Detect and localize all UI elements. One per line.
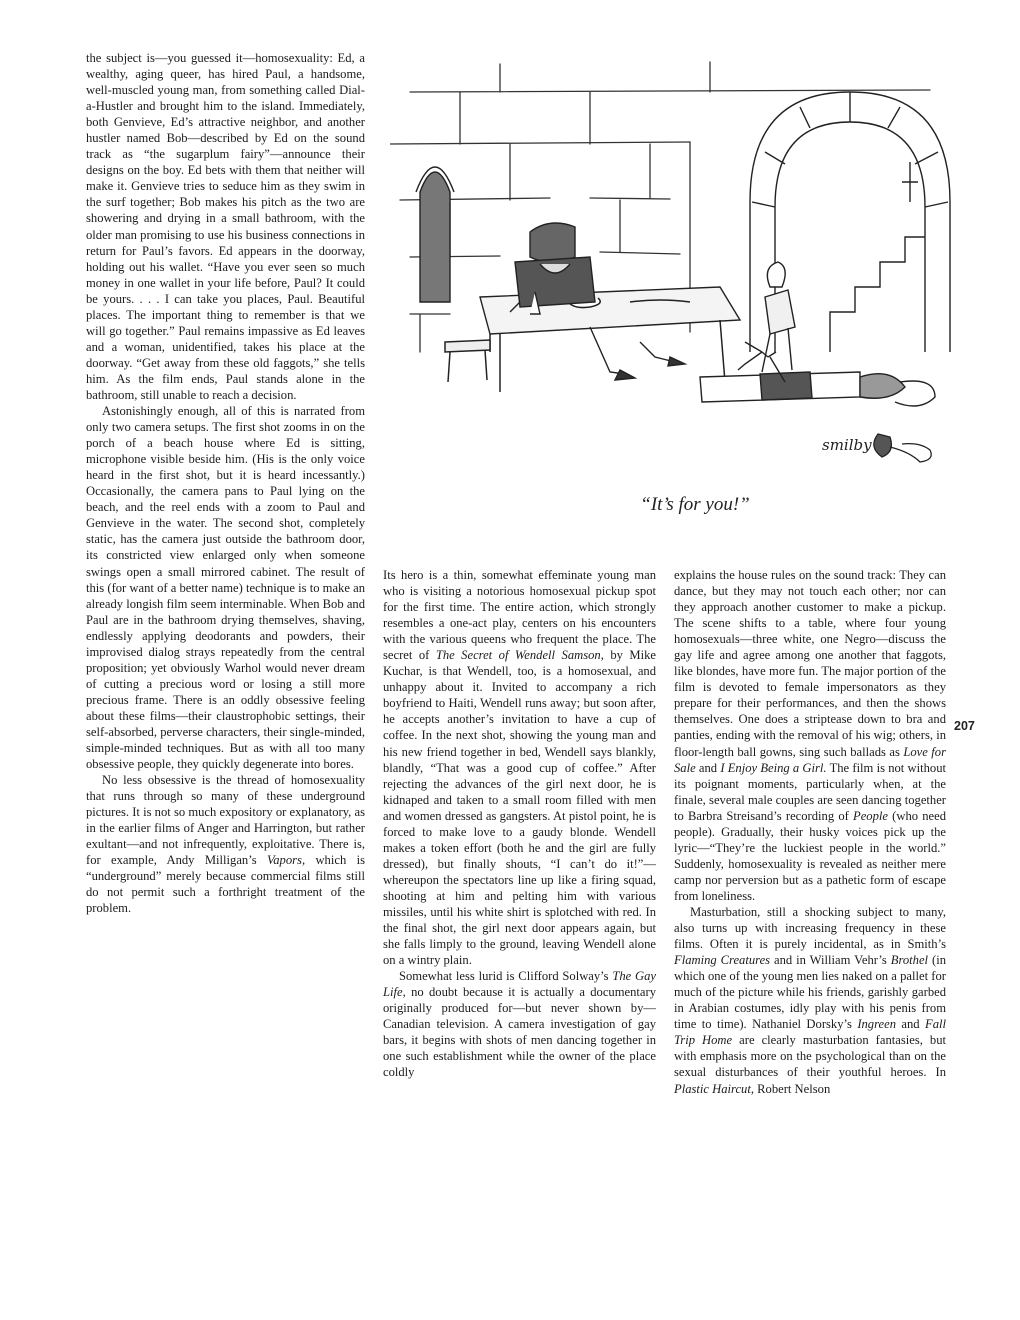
page-number: 207 bbox=[954, 719, 975, 733]
paragraph: explains the house rules on the sound track: They can dance, but they may not touch each other; nor can they approach another customer to make a pickup. The scene shifts to a table, where four young homosexuals—three white, one Negro—discuss the gay life and agree among one another that faggots, like blondes, have more fun. The major portion of the film is devoted to female impersonators as they prepare for their performances, and then the shows themselves. One does a striptease down to bra and panties, ending with the removal of his wig; others, in floor-length ball gowns, sing such ballads as Love for Sale and I Enjoy Being a Girl. The film is not without its poignant moments, particularly when, at the finale, several male couples are seen dancing together to Barbra Streisand’s recording of People (who need people). Gradually, their husky voices pick up the lyric—“They’re the luckiest people in the world.” Suddenly, homosexuality is revealed as neither mere camp nor perversion but as a pathetic form of escape from loneliness. bbox=[674, 568, 946, 903]
italic-title: People bbox=[853, 808, 888, 823]
text-column-3 bbox=[674, 567, 946, 1097]
cartoon-signature: smilby bbox=[822, 436, 872, 454]
italic-title: Brothel bbox=[890, 953, 929, 968]
paragraph: Astonishingly enough, all of this is narrated from only two camera setups. The first shot zooms in on the porch of a beach house where Ed is sitting, microphone visible beside him. (His is the only voice heard in the first shot, but it is heard incessantly.) Occasionally, the camera pans to Paul lying on the beach, and the reel ends with a zoom to Paul and Genvieve in the water. The second shot, completely static, has the camera just outside the bathroom door, its constricted view enlarged only when someone swings open a small mirrored cabinet. The result of this (for want of a better name) technique is to make an already longish film seem interminable. When Bob and Paul are in the bathroom drying themselves, shaving, endlessly applying deodorants and powders, their improvised dialog strays repeatedly from the central proposition; yet obviously Warhol would never dream of cutting a precious word or losing a still more precious frame. There is an oddly obsessive feeling about these films—their claustrophobic settings, their self-absorbed, perverse characters, their single-minded, simple-minded techniques. But as with all too many obsessive people, they quickly degenerate into bores. bbox=[86, 404, 365, 772]
italic-title: Plastic Haircut, bbox=[674, 1081, 754, 1096]
italic-title: Fall Trip Home bbox=[674, 1017, 946, 1048]
paragraph: Somewhat less lurid is Clifford Solway’s The Gay Life, no doubt because it is actually a documentary originally produced for—but never shown by—Canadian television. A camera investigation of gay bars, it begins with shots of men dancing together in one such establishment while the owner of the place coldly bbox=[383, 969, 656, 1080]
italic-title: I Enjoy Being a Girl. bbox=[720, 760, 827, 775]
italic-title: The Secret of Wendell Samson, bbox=[435, 648, 604, 663]
paragraph: Masturbation, still a shocking subject to many, also turns up with increasing frequency in these films. Often it is purely incidental, as in Smith’s Flaming Creatures and in William Vehr’s Brothel (in which one of the young men lies naked on a pallet for much of the picture while his friends, garishly garbed in Arabian costumes, idly play with his penis from time to time). Nathaniel Dorsky’s Ingreen and Fall Trip Home are clearly masturbation fantasies, but with emphasis more on the psychological than on the sexual disturbances of their youthful heroes. In Plastic Haircut, Robert Nelson bbox=[674, 904, 946, 1096]
italic-title: Ingreen bbox=[857, 1017, 897, 1032]
italic-title: Flaming Creatures bbox=[674, 953, 771, 968]
cartoon-caption: “It’s for you!” bbox=[640, 494, 750, 515]
italic-title: Love for Sale bbox=[674, 744, 946, 775]
paragraph: Its hero is a thin, somewhat effeminate young man who is visiting a notorious homosexual pickup spot for the first time. The entire action, which strongly resembles a one-act play, centers on his encounters with the various queens who frequent the place. The secret of The Secret of Wendell Samson, by Mike Kuchar, is that Wendell, too, is a homosexual, and unhappy about it. Invited to accompany a rich boyfriend to Haiti, Wendell runs away; but soon after, he accepts another’s invitation to have a cup of coffee. In the next shot, showing the young man and his new friend together in bed, Wendell says blankly, blandly, “That was a good cup of coffee.” After rejecting the advances of the girl next door, he is kidnaped and taken to a small room filled with men and women dressed as gangsters. At pistol point, he is forced to make love to a gaudy blonde. Wendell makes a token effort (both he and the girl are fully dressed), but finally shouts, “I can’t do it!”—whereupon the spectators line up like a firing squad, shooting at him and pelting him with various missiles, until his white shirt is splotched with red. In the final shot, the girl next door appears again, but she falls limply to the ground, leaving Wendell alone on a wintry plain. bbox=[383, 568, 656, 968]
paragraph: the subject is—you guessed it—homosexuality: Ed, a wealthy, aging queer, has hired Paul, a handsome, well-muscled young man, from something called Dial-a-Hustler and brought him to the island. Immediately, both Genvieve, Ed’s attractive neighbor, and another hustler named Bob—described by Ed on the sound track as “the sugarplum fairy”—announce their designs on the boy. Ed bets with them that neither will make it. Genvieve tries to seduce him as they swim in the surf together; Bob makes his pitch as the two are showering and drying in a small bathroom, with the older man promising to use his business connections in return for Paul’s favors. Ed appears in the doorway, holding out his wallet. “Have you ever seen so much money in one wallet in your life before, Paul? It could be yours. . . . I can take you places, Paul. Beautiful places. The important thing to remember is that we will go together.” Paul remains impassive as Ed leaves and a woman, unidentified, takes his place at the doorway. “Get away from these old faggots,” she tells him. As the film ends, Paul stands alone in the bathroom, still unable to reach a decision. bbox=[86, 51, 365, 402]
italic-title: The Gay Life, bbox=[383, 969, 656, 1000]
paragraph: No less obsessive is the thread of homosexuality that runs through so many of these underground pictures. It is not so much expository or explanatory, as in the earlier films of Anger and Harrington, but rather exultant—and not infrequently, exploitative. There is, for example, Andy Milligan’s Vapors, which is “underground” merely because commercial films still do not permit such a forthright treatment of the problem. bbox=[86, 773, 365, 916]
italic-title: Vapors, bbox=[266, 853, 306, 868]
text-column-2 bbox=[383, 567, 656, 1081]
cartoon-illustration bbox=[390, 52, 960, 492]
text-column-1 bbox=[86, 50, 365, 917]
